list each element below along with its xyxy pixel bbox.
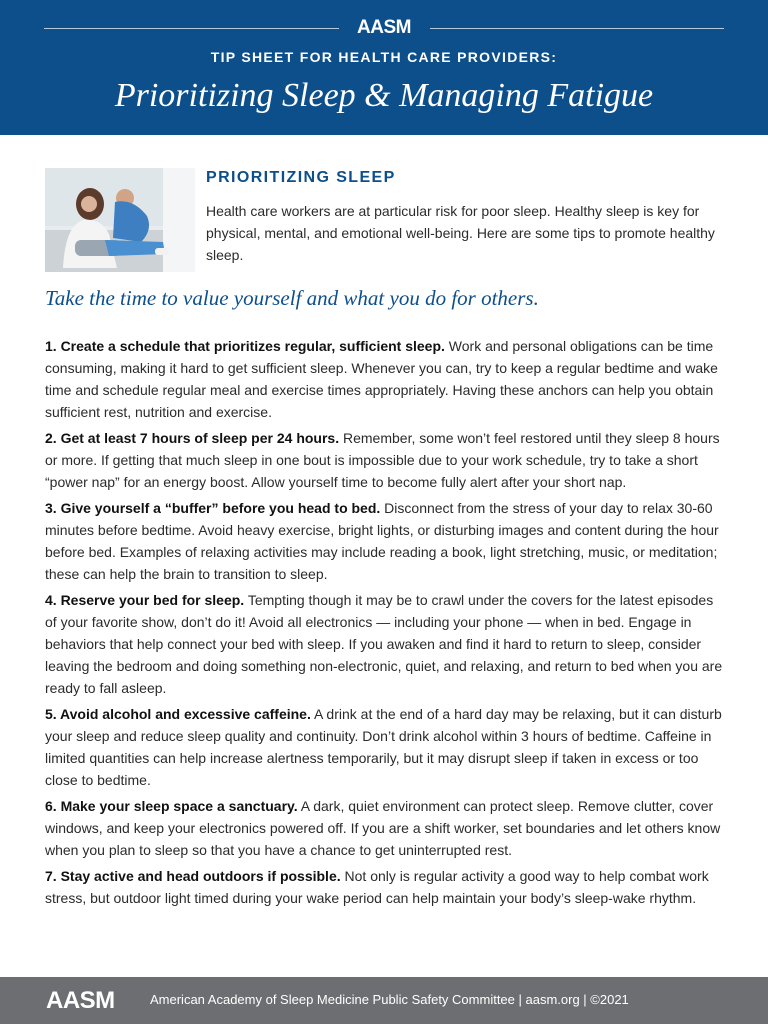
tip-title: 7. Stay active and head outdoors if possible. <box>45 868 341 884</box>
header-kicker: TIP SHEET FOR HEALTH CARE PROVIDERS: <box>210 49 558 65</box>
page-title: Prioritizing Sleep & Managing Fatigue <box>114 77 654 114</box>
tip-title: 4. Reserve your bed for sleep. <box>45 592 245 608</box>
tip-body: A dark, quiet environment can protect sleep. Remove clutter, cover windows, and keep your electronics powered off. If you are a shift worker, set boundaries and let others know when you plan to sleep so that you have a chance to get uninterrupted rest. <box>45 798 721 858</box>
tip-body: Remember, some won’t feel restored until they sleep 8 hours or more. If getting that much sleep in one bout is impossible due to your work schedule, try to take a short “power nap” for an energy boost. Allow yourself time to become fully alert after your short nap. <box>45 430 720 490</box>
tip-item <box>45 427 725 493</box>
tip-body: Not only is regular activity a good way to help combat work stress, but outdoor light timed during your wake period can help maintain your body’s sleep-wake rhythm. <box>45 868 709 906</box>
footer-text: American Academy of Sleep Medicine Public Safety Committee | aasm.org | ©2021 <box>150 992 629 1007</box>
tip-item <box>45 703 725 791</box>
tip-item <box>45 497 725 585</box>
health-workers-photo <box>45 168 195 272</box>
tip-item <box>45 335 725 423</box>
header-rule-right <box>430 28 724 29</box>
tip-title: 6. Make your sleep space a sanctuary. <box>45 798 298 814</box>
tagline: Take the time to value yourself and what you do for others. <box>45 286 539 310</box>
tips-list <box>45 335 725 913</box>
tip-item <box>45 795 725 861</box>
tip-item <box>45 865 725 909</box>
header-rule-left <box>44 28 339 29</box>
intro-paragraph: Health care workers are at particular risk for poor sleep. Healthy sleep is key for physical, mental, and emotional well-being. Here are some tips to promote healthy sleep. <box>206 203 715 263</box>
tip-body: Tempting though it may be to crawl under the covers for the latest episodes of your favorite show, don’t do it! Avoid all electronics — including your phone — when in bed. Engage in behaviors that help connect your bed with sleep. If you awaken and find it hard to return to sleep, consider leaving the bedroom and doing something non-electronic, quiet, and relaxing, and return to bed when you are ready to fall asleep. <box>45 592 723 696</box>
tip-item <box>45 589 725 699</box>
tip-body: Disconnect from the stress of your day to relax 30-60 minutes before bedtime. Avoid heavy exercise, bright lights, or disturbing images and content during the hour before bed. Examples of relaxing activities may include reading a book, light stretching, music, or meditation; these can help the brain to transition to sleep. <box>45 500 719 582</box>
tip-title: 3. Give yourself a “buffer” before you head to bed. <box>45 500 381 516</box>
health-workers-illustration <box>45 168 195 272</box>
tip-title: 1. Create a schedule that prioritizes regular, sufficient sleep. <box>45 338 445 354</box>
header-banner <box>0 0 768 135</box>
tip-title: 5. Avoid alcohol and excessive caffeine. <box>45 706 311 722</box>
section-heading: PRIORITIZING SLEEP <box>206 169 396 186</box>
tip-title: 2. Get at least 7 hours of sleep per 24 hours. <box>45 430 340 446</box>
tip-body: A drink at the end of a hard day may be relaxing, but it can disturb your sleep and reduce sleep quality and continuity. Don’t drink alcohol within 3 hours of bedtime. Caffeine in limited quantities can help increase alertness temporarily, but it may disrupt sleep if taken in excess or too close to bedtime. <box>45 706 722 788</box>
footer-bar <box>0 977 768 1024</box>
footer-aasm-logo: AASM <box>46 987 115 1014</box>
aasm-logo: AASM <box>357 17 411 38</box>
tip-body: Work and personal obligations can be time consuming, making it hard to get sufficient sleep. Whenever you can, try to keep a regular bedtime and wake time and schedule regular meal and exercise times appropriately. Having these anchors can help you obtain sufficient rest, nutrition and exercise. <box>45 338 718 420</box>
